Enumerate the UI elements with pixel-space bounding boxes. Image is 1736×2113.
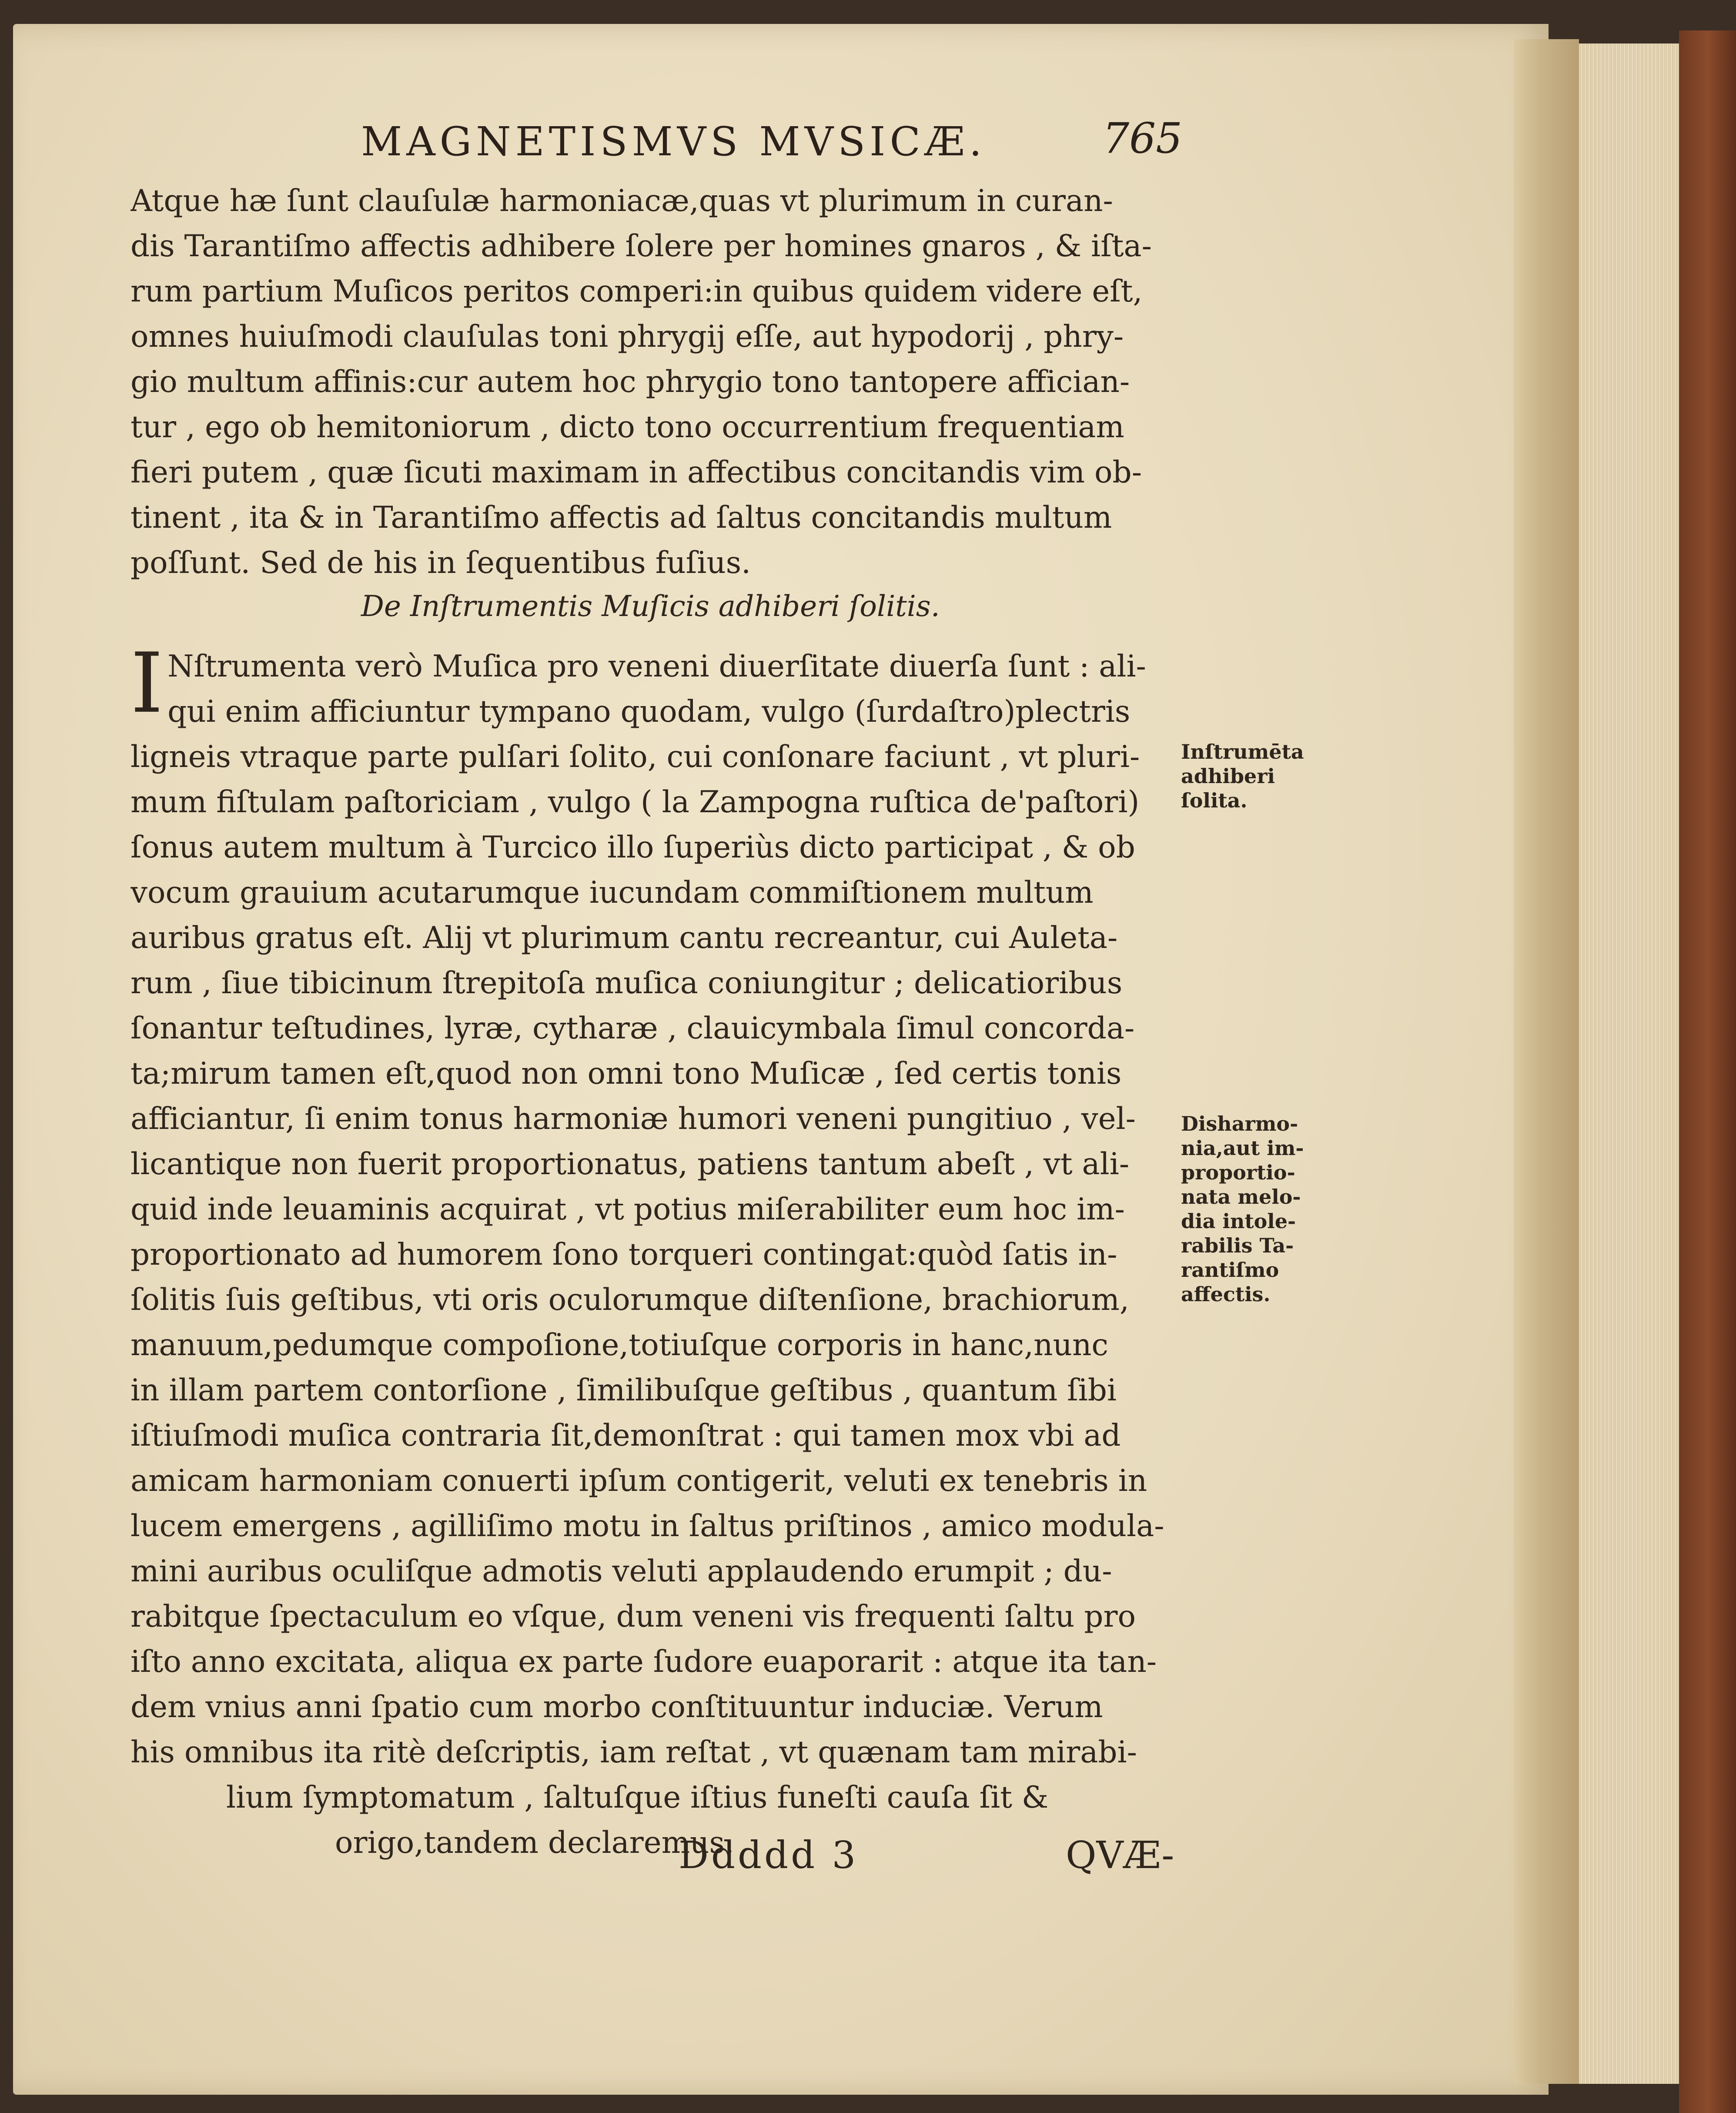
paragraph-2-line: licantique non fuerit proportionatus, patiens tantum abeſt , vt ali- (130, 1147, 1130, 1182)
paragraph-2-line: ta;mirum tamen eſt,quod non omni tono Muſicæ , ſed certis tonis (130, 1056, 1122, 1091)
paragraph-2-line: proportionato ad humorem ſono torqueri contingat:quòd ſatis in- (130, 1237, 1117, 1272)
paragraph-2-line: his omnibus ita ritè deſcriptis, iam reſtat , vt quænam tam mirabi- (130, 1735, 1137, 1770)
page-number: 765 (1103, 114, 1183, 163)
paragraph-2-line: rum , ſiue tibicinum ſtrepitoſa muſica coniungitur ; delicatioribus (130, 966, 1123, 1001)
margin-note-2-line: nia,aut im- (1181, 1136, 1304, 1160)
paragraph-2-line: afficiantur, ſi enim tonus harmoniæ humori veneni pungitiuo , vel- (130, 1102, 1136, 1136)
margin-note-2-line: Disharmo- (1181, 1112, 1298, 1135)
margin-note-2-line: affectis. (1181, 1283, 1271, 1306)
margin-note-2-line: nata melo- (1181, 1185, 1301, 1209)
margin-note-instruments (1181, 740, 1311, 813)
margin-note-1-line: Inſtrumēta (1181, 740, 1304, 763)
paragraph-2-line: ſonus autem multum à Turcico illo ſuperiùs dicto participat , & ob (130, 830, 1135, 865)
paragraph-2-line: lucem emergens , agilliſimo motu in ſaltus priſtinos , amico modula- (130, 1509, 1164, 1544)
paragraph-2-line: qui enim afficiuntur tympano quodam, vulgo (ſurdaſtro)plectris (167, 694, 1131, 729)
paragraph-2-line: auribus gratus eſt. Alij vt plurimum cantu recreantur, cui Auleta- (130, 921, 1118, 955)
paragraph-2 (130, 635, 1174, 1865)
paragraph-1-line: tinent , ita & in Tarantiſmo affectis ad ſaltus concitandis multum (130, 500, 1112, 535)
paragraph-2-line: manuum,pedumque compoſione,totiuſque corporis in hanc,nunc (130, 1328, 1109, 1363)
paragraph-2-line: vocum grauium acutarumque iucundam commiſtionem multum (130, 875, 1094, 910)
page-gutter-shadow (1514, 39, 1579, 2084)
paragraph-2-line: ſolitis ſuis geſtibus, vti oris oculorumque diſtenſione, brachiorum, (130, 1283, 1129, 1317)
section-heading: De Inſtrumentis Muſicis adhiberi ſolitis. (361, 589, 940, 623)
paragraph-2-line: iſto anno excitata, aliqua ex parte ſudore euaporarit : atque ita tan- (130, 1644, 1157, 1679)
paragraph-2-tail-line: origo,tandem declaremus. (335, 1825, 734, 1860)
book-cover-edge (1679, 30, 1736, 2113)
paragraph-2-line: iſtiuſmodi muſica contraria ſit,demonſtrat : qui tamen mox vbi ad (130, 1418, 1121, 1453)
paragraph-2-line: in illam partem contorſione , ſimilibuſque geſtibus , quantum ſibi (130, 1373, 1117, 1408)
paragraph-2-tail (130, 1775, 1174, 1865)
paragraph-1-line: rum partium Muſicos peritos comperi:in quibus quidem videre eſt, (130, 274, 1143, 309)
paragraph-1-line: dis Tarantiſmo affectis adhibere ſolere per homines gnaros , & iſta- (130, 229, 1152, 264)
margin-note-2-line: proportio- (1181, 1161, 1295, 1184)
paragraph-1-line: omnes huiuſmodi clauſulas toni phrygij eſſe, aut hypodorij , phry- (130, 319, 1124, 354)
running-head: MAGNETISMVS MVSICÆ. (361, 118, 987, 165)
drop-cap: I (130, 635, 164, 731)
paragraph-2-tail-line: lium ſymptomatum , ſaltuſque iſtius funeſti cauſa ſit & (226, 1780, 1049, 1815)
margin-note-2-line: rantiſmo (1181, 1258, 1279, 1282)
catchword: QVÆ- (1066, 1834, 1174, 1877)
paragraph-2-line: amicam harmoniam conuerti ipſum contigerit, veluti ex tenebris in (130, 1463, 1147, 1498)
margin-note-disharmony (1181, 1112, 1311, 1306)
margin-note-1-line: ſolita. (1181, 789, 1248, 812)
paragraph-2-line: mum fiſtulam paſtoriciam , vulgo ( la Zampogna ruſtica de'paſtori) (130, 785, 1140, 820)
margin-note-2-line: dia intole- (1181, 1209, 1296, 1233)
paragraph-2-line: ſonantur teſtudines, lyræ, cytharæ , clauicymbala ſimul concorda- (130, 1011, 1135, 1046)
paragraph-2-line: dem vnius anni ſpatio cum morbo conſtituuntur induciæ. Verum (130, 1690, 1103, 1725)
paragraph-1-line: fieri putem , quæ ſicuti maximam in affectibus concitandis vim ob- (130, 455, 1142, 490)
page-edges (1579, 44, 1679, 2084)
margin-note-2-line: rabilis Ta- (1181, 1234, 1294, 1257)
signature-mark: Ddddd 3 (679, 1834, 859, 1877)
paragraph-1-line: poſſunt. Sed de his in ſequentibus fuſius. (130, 546, 751, 580)
paragraph-2-line: Nſtrumenta verò Muſica pro veneni diuerſitate diuerſa ſunt : ali- (167, 649, 1146, 684)
paragraph-2-line: ligneis vtraque parte pulſari ſolito, cui conſonare faciunt , vt pluri- (130, 740, 1140, 774)
paragraph-1-line: gio multum affinis:cur autem hoc phrygio tono tantopere affician- (130, 365, 1130, 399)
margin-note-1-line: adhiberi (1181, 764, 1275, 788)
paragraph-2-line: mini auribus oculiſque admotis veluti applaudendo erumpit ; du- (130, 1554, 1112, 1589)
paragraph-2-line: rabitque ſpectaculum eo vſque, dum veneni vis frequenti ſaltu pro (130, 1599, 1136, 1634)
paragraph-1-line: tur , ego ob hemitoniorum , dicto tono occurrentium frequentiam (130, 410, 1124, 445)
paragraph-2-lines (130, 635, 1174, 1775)
paragraph-2-line: quid inde leuaminis acquirat , vt potius miſerabiliter eum hoc im- (130, 1192, 1125, 1227)
paragraph-1 (130, 178, 1174, 586)
paragraph-1-line: Atque hæ ſunt clauſulæ harmoniacæ,quas vt plurimum in curan- (130, 184, 1113, 218)
